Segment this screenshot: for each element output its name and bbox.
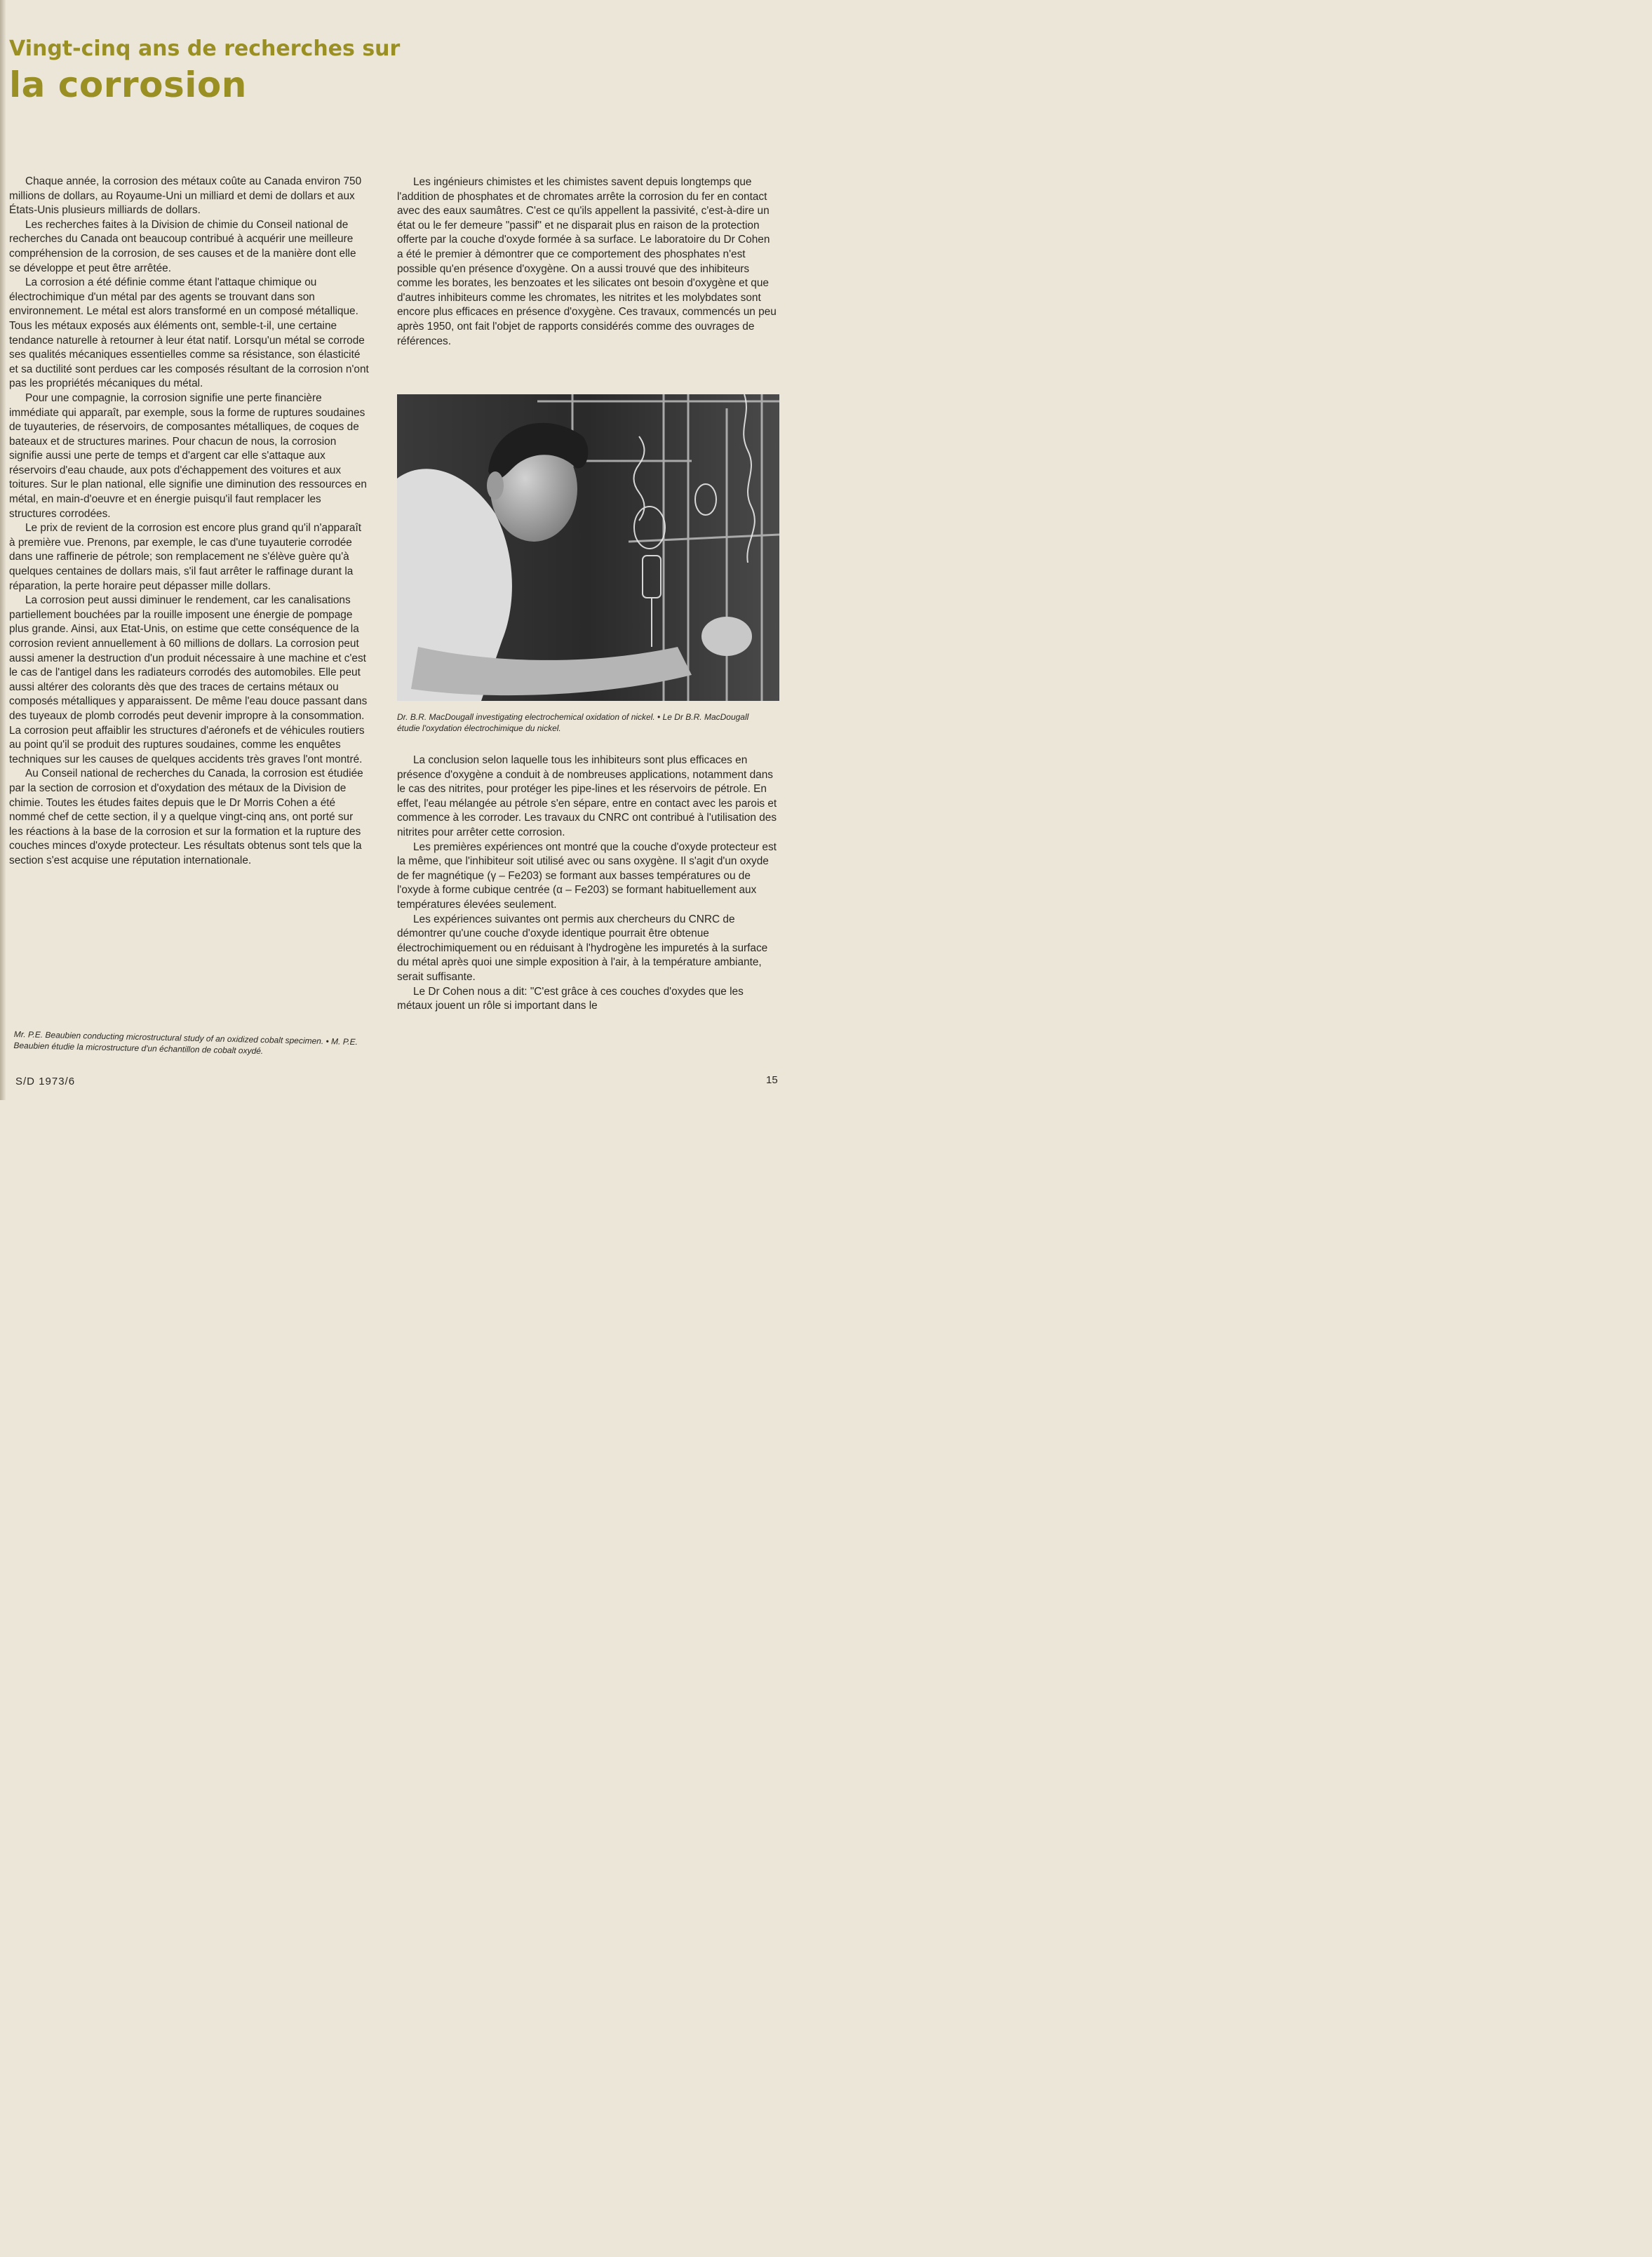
paragraph: La conclusion selon laquelle tous les inhibiteurs sont plus efficaces en présence d'oxygène a conduit à de nombreuses applications, notamment dans le cas des nitrites, pour protéger les pipe-lines et les réservoirs de pétrole. En effet, l'eau mélangée au pétrole s'en sépare, entre en contact avec les parois et commence à les corroder. Les travaux du CNRC ont contribué à l'utilisation des nitrites pour arrêter cette corrosion. (397, 754, 777, 838)
photo-caption: Dr. B.R. MacDougall investigating electrochemical oxidation of nickel. • Le Dr B.R. MacDougall étudie l'oxydation électrochimique du nickel. (397, 712, 749, 733)
page-spine-shadow (0, 0, 6, 1100)
paragraph: Pour une compagnie, la corrosion signifie une perte financière immédiate qui apparaît, par exemple, sous la forme de ruptures soudaines de tuyauteries, de réservoirs, de composantes métalliques, de coques de bateaux et de structures marines. Pour chacun de nous, la corrosion signifie aussi une perte de temps et d'argent car elle s'attaque aux réservoirs d'eau chaude, aux pots d'échappement des voitures et aux toitures. Sur le plan national, elle signifie une diminution des ressources en métal, en main-d'oeuvre et en énergie puisqu'il faut remplacer les structures corrodées. (9, 391, 367, 520)
paragraph: Les premières expériences ont montré que la couche d'oxyde protecteur est la même, que l'inhibiteur soit utilisé avec ou sans oxygène. Il s'agit d'un oxyde de fer magnétique (γ – Fe203) se formant aux basses températures ou de l'oxyde à forme cubique centrée (α – Fe203) se formant habituellement aux températures élevées seulement. (397, 840, 777, 911)
paragraph: Les expériences suivantes ont permis aux chercheurs du CNRC de démontrer qu'une couche d'oxyde identique pourrait être obtenue électrochimiquement ou en réduisant à l'hydrogène les impuretés à la surface du métal après quoi une simple exposition à l'air, à la température ambiante, serait suffisante. (397, 913, 768, 983)
publication-footer: S/D 1973/6 (15, 1076, 76, 1087)
article-title-line-1: Vingt-cinq ans de recherches sur (9, 36, 401, 61)
paragraph: Au Conseil national de recherches du Canada, la corrosion est étudiée par la section de corrosion et d'oxydation des métaux de la Division de chimie. Toutes les études faites depuis que le Dr Morris Cohen a été nommé chef de cette section, il y a quelque vingt-cinq ans, ont porté sur les réactions à la base de la corrosion et sur la formation et la rupture des couches minces d'oxyde protecteur. Les résultats obtenus sont tels que la section s'est acquise une réputation internationale. (9, 768, 363, 866)
paragraph: Le Dr Cohen nous a dit: "C'est grâce à ces couches d'oxydes que les métaux jouent un rôle si important dans le (397, 985, 744, 1012)
paragraph: La corrosion a été définie comme étant l'attaque chimique ou électrochimique d'un métal par des agents se trouvant dans son environnement. Le métal est alors transformé en un composé métallique. Tous les métaux exposés aux éléments ont, semble-t-il, une certaine tendance naturelle à retourner à leur état natif. Lorsqu'un métal se corrode ses qualités mécaniques essentielles comme sa résistance, son élasticité et sa ductilité sont perdues car les composés résultant de la corrosion n'ont pas les propriétés mécaniques du métal. (9, 276, 369, 390)
paragraph: Les recherches faites à la Division de chimie du Conseil national de recherches du Canada ont beaucoup contribué à acquérir une meilleure compréhension de la corrosion, de ses causes et de la manière dont elle se développe et peut être arrêtée. (9, 218, 356, 274)
article-title-line-2: la corrosion (9, 65, 247, 105)
paragraph: Chaque année, la corrosion des métaux coûte au Canada environ 750 millions de dollars, au Royaume-Uni un milliard et demi de dollars et aux États-Unis plusieurs milliards de dollars. (9, 175, 362, 217)
scientist-lab-photo (397, 394, 779, 701)
right-column-bottom (397, 754, 777, 1014)
paragraph: Les ingénieurs chimistes et les chimistes savent depuis longtemps que l'addition de phosphates et de chromates arrête la corrosion du fer en contact avec des eaux saumâtres. C'est ce qu'ils appellent la passivité, c'est-à-dire un état ou le fer demeure "passif" et ne disparait plus en raison de la protection offerte par la couche d'oxyde formée à sa surface. Le laboratoire du Dr Cohen a été le premier à démontrer que ce comportement des phosphates n'est possible qu'en présence d'oxygène. On a aussi trouvé que des inhibiteurs comme les borates, les benzoates et les silicates ont besoin d'oxygène et que d'autres inhibiteurs comme les chromates, les nitrites et les molybdates sont encore plus efficaces en présence d'oxygène. Ces travaux, commencés un peu après 1950, ont fait l'objet de rapports considérés comme des ouvrages de références. (397, 176, 777, 347)
bottom-left-caption: Mr. P.E. Beaubien conducting microstructural study of an oxidized cobalt specimen. • M. P.E. Beaubien étudie la microstructure d'un échantillon de cobalt oxydé. (13, 1029, 358, 1057)
left-column (9, 175, 370, 869)
page-number: 15 (766, 1074, 778, 1086)
right-column-top (397, 175, 777, 349)
paragraph: La corrosion peut aussi diminuer le rendement, car les canalisations partiellement bouchées par la rouille imposent une énergie de pompage plus grande. Ainsi, aux Etat-Unis, on estime que cette conséquence de la corrosion revient annuellement à 60 millions de dollars. La corrosion peut aussi amener la destruction d'un produit nécessaire à une machine et c'est le cas de l'antigel dans les radiateurs corrodés des automobiles. Elle peut aussi altérer des colorants dès que des traces de certains métaux ou composés métalliques y apparaissent. De même l'eau douce passant dans des tuyeaux de plomb corrodés peut devenir impropre à la consommation. La corrosion peut affaiblir les structures d'aéronefs et de véhicules routiers au point qu'il se produit des ruptures soudaines, comme les enquêtes techniques sur les causes de quelques accidents très graves l'ont montré. (9, 594, 368, 765)
paragraph: Le prix de revient de la corrosion est encore plus grand qu'il n'apparaît à première vue. Prenons, par exemple, le cas d'une tuyauterie corrodée dans une raffinerie de pétrole; son remplacement ne s'élève guère qu'à quelques centaines de dollars mais, s'il faut arrêter le raffinage durant la réparation, la perte horaire peut dépasser mille dollars. (9, 522, 361, 592)
